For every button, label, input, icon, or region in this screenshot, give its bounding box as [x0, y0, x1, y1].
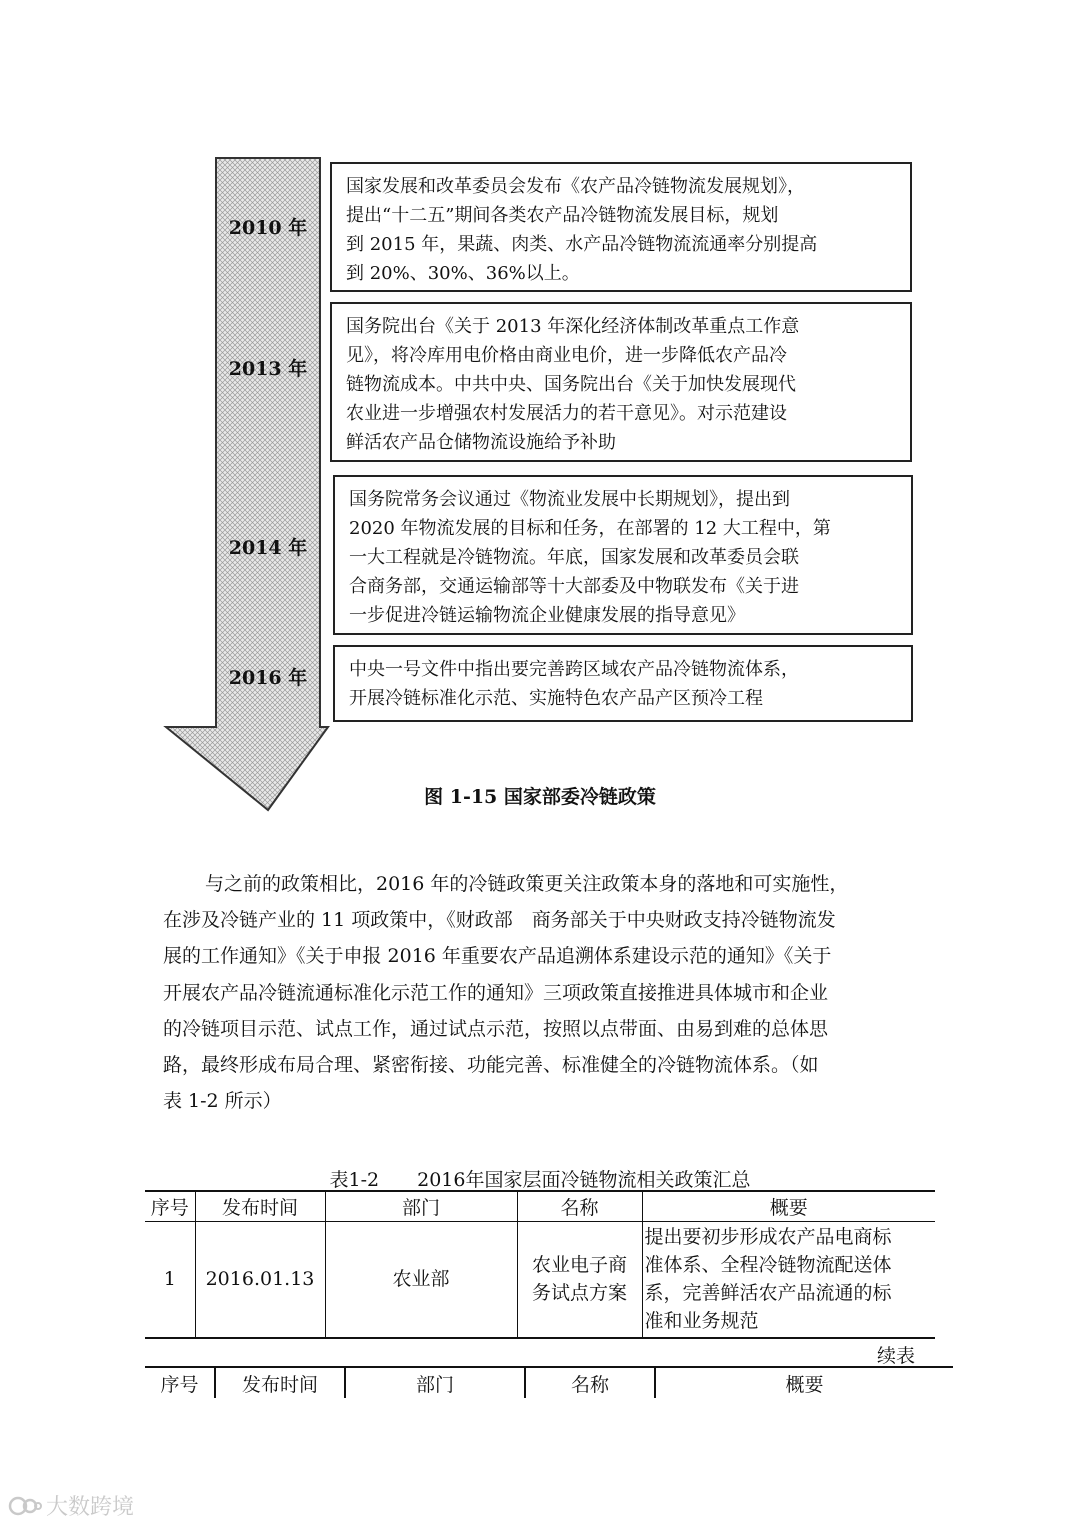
header-summary: 概要: [785, 1373, 824, 1396]
policy-line: 到 2015 年，果蔬、肉类、水产品冷链物流流通率分别提高: [346, 234, 818, 255]
header-date: 发布时间: [215, 1367, 345, 1398]
policy-line: 链物流成本。中共中央、国务院出台《关于加快发展现代: [346, 374, 796, 395]
continued-table: [145, 1366, 953, 1398]
policy-line: 国务院出台《关于 2013 年深化经济体制改革重点工作意: [346, 316, 800, 337]
header-name: 名称: [517, 1191, 642, 1222]
policy-box-2013: [330, 302, 912, 462]
summary-line: 系，完善鲜活农产品流通的标: [644, 1282, 892, 1305]
year-label-2014: 2014 年: [228, 537, 308, 559]
table-row: [145, 1222, 935, 1338]
watermark-logo-icon: [8, 1494, 42, 1518]
header-dept: 部门: [345, 1367, 525, 1398]
header-name: 名称: [525, 1367, 655, 1398]
summary-line: 准体系、全程冷链物流配送体: [644, 1254, 892, 1277]
table-caption: 表1-2 2016年国家层面冷链物流相关政策汇总: [329, 1169, 751, 1191]
policy-line: 鲜活农产品仓储物流设施给予补助: [346, 432, 616, 453]
header-summary: 概要: [642, 1191, 935, 1222]
paragraph-line: 在涉及冷链产业的 11 项政策中，《财政部 商务部关于中央财政支持冷链物流发: [163, 909, 836, 932]
timeline-arrow: [160, 155, 330, 815]
watermark-text: 大数跨境: [46, 1495, 135, 1520]
policy-line: 提出“十二五”期间各类农产品冷链物流发展目标，规划: [346, 205, 779, 226]
policy-line: 一步促进冷链运输物流企业健康发展的指导意见》: [349, 605, 745, 626]
cell-dept: 农业部: [325, 1222, 517, 1338]
table-header-row: [145, 1191, 935, 1222]
header-date: 发布时间: [195, 1191, 325, 1222]
continued-label: 续表: [876, 1345, 915, 1367]
policy-box-2010: [330, 162, 912, 292]
year-label-2013: 2013 年: [228, 358, 308, 380]
header-no: 序号: [145, 1191, 195, 1222]
cell-no: 1: [145, 1222, 195, 1338]
policy-line: 国务院常务会议通过《物流业发展中长期规划》，提出到: [349, 489, 790, 510]
paragraph-line: 表 1-2 所示）: [163, 1090, 282, 1113]
paragraph-line: 的冷链项目示范、试点工作，通过试点示范，按照以点带面、由易到难的总体思: [163, 1017, 829, 1040]
table-header-row: [145, 1367, 953, 1398]
summary-line: 提出要初步形成农产品电商标: [644, 1226, 892, 1249]
paragraph-line: 开展农产品冷链流通标准化示范工作的通知》三项政策直接推进具体城市和企业: [163, 981, 829, 1004]
policy-line: 到 20%、30%、36%以上。: [346, 263, 580, 284]
name-line: 农业电子商: [531, 1254, 627, 1277]
cell-summary: [642, 1222, 935, 1338]
year-label-2010: 2010 年: [228, 217, 308, 239]
cell-name: [517, 1222, 642, 1338]
figure-caption: 图 1-15 国家部委冷链政策: [424, 786, 656, 808]
paragraph-line: 路，最终形成布局合理、紧密衔接、功能完善、标准健全的冷链物流体系。（如: [163, 1054, 819, 1077]
header-no: 序号: [145, 1367, 215, 1398]
cell-date: 2016.01.13: [195, 1222, 325, 1338]
policy-box-2014: [333, 475, 913, 635]
policy-table: [145, 1190, 935, 1339]
paragraph-line: 与之前的政策相比，2016 年的冷链政策更关注政策本身的落地和可实施性，: [205, 873, 849, 895]
watermark: [8, 1490, 134, 1521]
policy-line: 2020 年物流发展的目标和任务，在部署的 12 大工程中，第: [349, 518, 831, 539]
policy-line: 国家发展和改革委员会发布《农产品冷链物流发展规划》，: [346, 176, 805, 197]
year-label-2016: 2016 年: [228, 667, 308, 689]
policy-line: 一大工程就是冷链物流。年底，国家发展和改革委员会联: [349, 547, 799, 568]
header-dept: 部门: [325, 1191, 517, 1222]
policy-line: 农业进一步增强农村发展活力的若干意见》。对示范建设: [346, 403, 787, 424]
policy-line: 中央一号文件中指出要完善跨区域农产品冷链物流体系，: [349, 659, 799, 680]
policy-line: 开展冷链标准化示范、实施特色农产品产区预冷工程: [349, 688, 763, 709]
body-paragraph: [163, 866, 923, 1119]
name-line: 务试点方案: [531, 1282, 627, 1305]
policy-line: 见》，将冷库用电价格由商业电价，进一步降低农产品冷: [346, 345, 787, 366]
summary-line: 准和业务规范: [644, 1310, 759, 1333]
policy-box-2016: [333, 645, 913, 722]
paragraph-line: 展的工作通知》《关于申报 2016 年重要农产品追溯体系建设示范的通知》《关于: [163, 945, 832, 968]
policy-line: 合商务部，交通运输部等十大部委及中物联发布《关于进: [349, 576, 799, 597]
